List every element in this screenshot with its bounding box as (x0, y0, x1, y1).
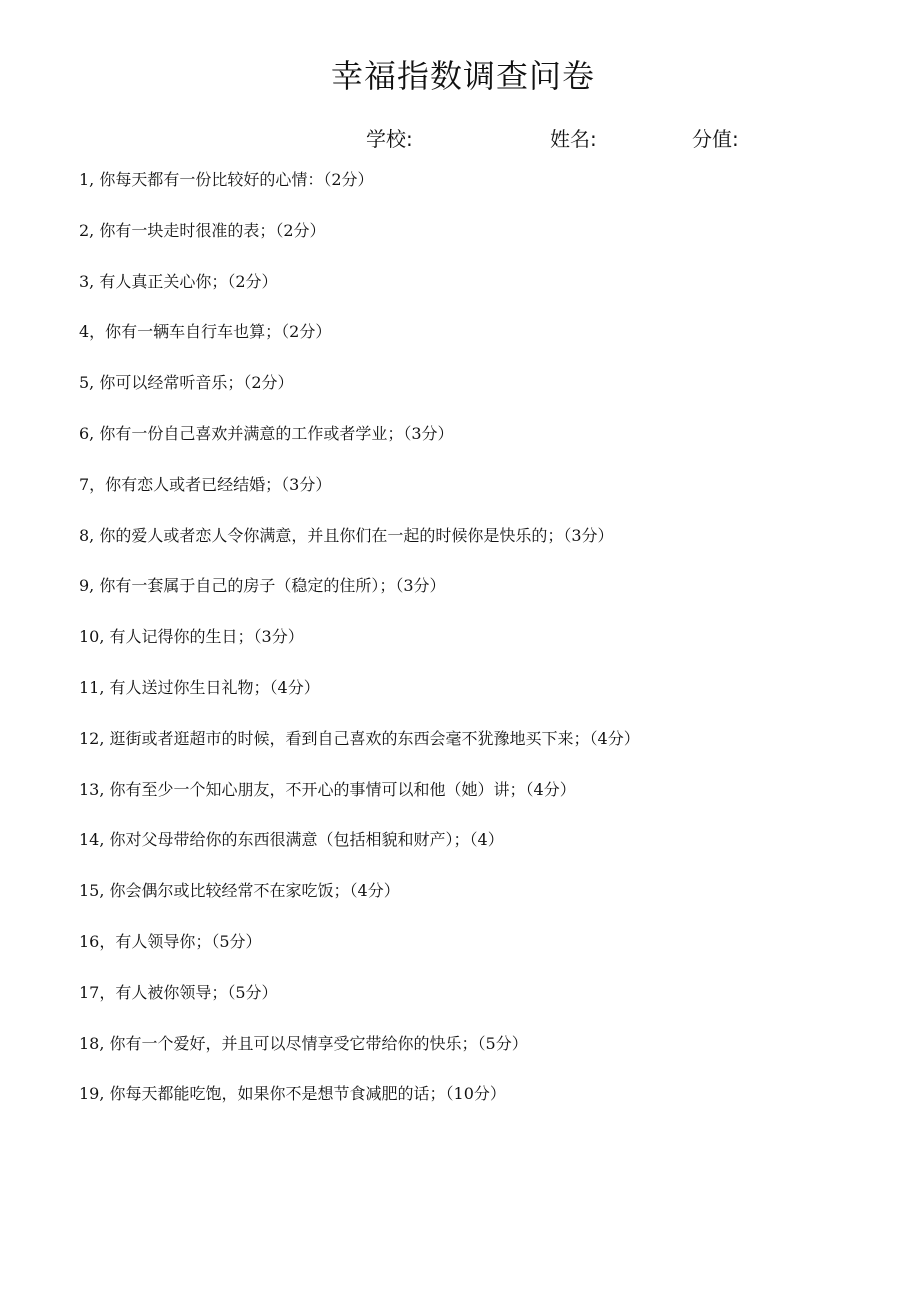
question-item: 14, 你对父母带给你的东西很满意（包括相貌和财产）；（4） (79, 830, 504, 850)
question-item: 1, 你每天都有一份比较好的心情：（2分） (79, 170, 374, 189)
question-item: 11, 有人送过你生日礼物；（4分） (79, 677, 320, 697)
question-item: 18, 你有一个爱好，并且可以尽情享受它带给你的快乐；（5分） (79, 1033, 528, 1053)
question-item: 16，有人领导你；（5分） (79, 931, 262, 951)
question-item: 4，你有一辆车自行车也算；（2分） (79, 322, 332, 342)
question-item: 7，你有恋人或者已经结婚；（3分） (79, 474, 332, 494)
question-item: 9, 你有一套属于自己的房子（稳定的住所）；（3分） (79, 576, 446, 596)
question-item: 5, 你可以经常听音乐；（2分） (79, 373, 294, 393)
question-item: 8, 你的爱人或者恋人令你满意，并且你们在一起的时候你是快乐的；（3分） (79, 525, 614, 545)
question-item: 17，有人被你领导；（5分） (79, 982, 278, 1002)
page-title: 幸福指数调查问卷 (330, 57, 595, 95)
question-item: 12, 逛街或者逛超市的时候，看到自己喜欢的东西会毫不犹豫地买下来；（4分） (79, 728, 640, 748)
school-field-label: 学校: (366, 127, 413, 151)
name-field-label: 姓名: (550, 127, 597, 151)
question-item: 2, 你有一块走时很准的表；（2分） (79, 220, 326, 240)
question-list (79, 169, 899, 1134)
question-item: 19, 你每天都能吃饱，如果你不是想节食减肥的话；（10分） (79, 1084, 506, 1104)
score-field-label: 分值: (692, 127, 739, 151)
question-item: 10, 有人记得你的生日；（3分） (79, 627, 304, 647)
question-item: 13, 你有至少一个知心朋友，不开心的事情可以和他（她）讲；（4分） (79, 779, 576, 799)
question-item: 3, 有人真正关心你；（2分） (79, 271, 278, 291)
question-item: 6, 你有一份自己喜欢并满意的工作或者学业；（3分） (79, 423, 454, 443)
question-item: 15, 你会偶尔或比较经常不在家吃饭；（4分） (79, 881, 400, 901)
